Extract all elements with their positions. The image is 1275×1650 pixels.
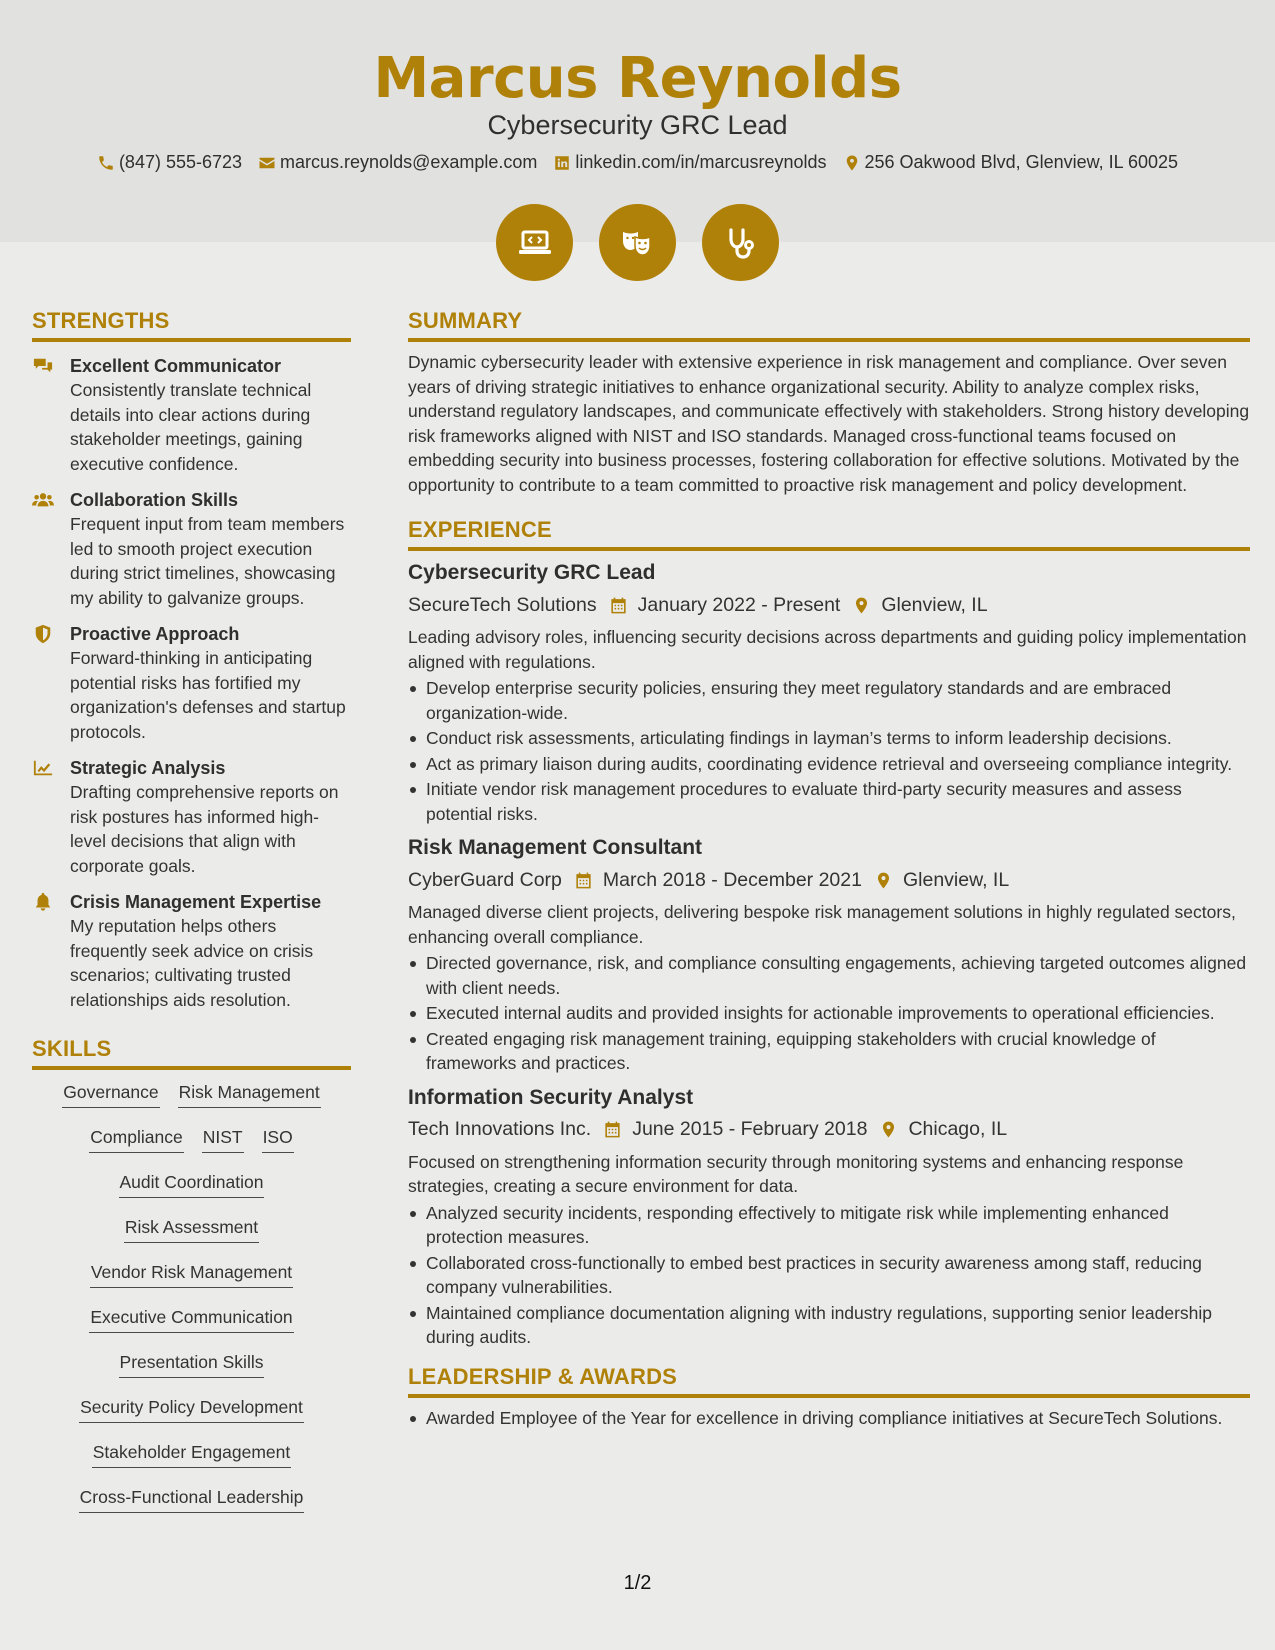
resume-header	[0, 0, 1275, 242]
job-company: SecureTech Solutions	[408, 593, 597, 616]
strength-title: Proactive Approach	[70, 624, 240, 644]
strength-item	[32, 890, 351, 1012]
skill-tag: Vendor Risk Management	[90, 1262, 293, 1288]
calendar-icon	[603, 1120, 622, 1139]
job-company: CyberGuard Corp	[408, 868, 562, 891]
skill-tag: Security Policy Development	[79, 1397, 304, 1423]
linkedin-icon	[553, 154, 571, 172]
list-item: Initiate vendor risk management procedures to evaluate third-party security measures and assess potential risks.	[408, 777, 1250, 826]
strength-text: Consistently translate technical details into clear actions during stakeholder meetings, gaining executive confidence.	[70, 380, 312, 474]
skill-row	[32, 1127, 351, 1172]
email-text: marcus.reynolds@example.com	[280, 152, 538, 172]
stethoscope-badge	[702, 204, 779, 281]
experience-heading: EXPERIENCE	[408, 517, 1250, 551]
job-description: Managed diverse client projects, delivering bespoke risk management solutions in highly regulated sectors, enhancing overall compliance.	[408, 902, 1236, 947]
list-item: Conduct risk assessments, articulating findings in layman’s terms to inform leadership decisions.	[408, 726, 1250, 751]
job-title: Risk Management Consultant	[408, 836, 703, 859]
strength-title: Crisis Management Expertise	[70, 892, 322, 912]
comments-icon	[32, 356, 54, 376]
laptop-code-badge	[496, 204, 573, 281]
skill-row	[32, 1082, 351, 1127]
job-entry	[408, 559, 1250, 826]
leadership-bullets	[408, 1406, 1250, 1431]
skill-row	[32, 1397, 351, 1442]
theater-masks-icon	[618, 223, 658, 263]
left-column	[32, 308, 351, 1532]
list-item: Directed governance, risk, and compliance consulting engagements, achieving targeted outcomes aligned with client needs.	[408, 951, 1250, 1000]
list-item: Develop enterprise security policies, ensuring they meet regulatory standards and are embraced organization-wide.	[408, 676, 1250, 725]
strength-text: Frequent input from team members led to smooth project execution during strict timelines, showcasing my ability to galvanize groups.	[70, 514, 345, 608]
phone-icon	[97, 154, 115, 172]
calendar-icon	[574, 871, 593, 890]
job-location: Glenview, IL	[881, 593, 988, 616]
job-meta	[408, 866, 1250, 894]
map-marker-icon	[843, 154, 861, 172]
calendar-icon	[609, 596, 628, 615]
interest-badges	[0, 204, 1275, 281]
strengths-heading: STRENGTHS	[32, 308, 351, 342]
contact-email[interactable]	[258, 152, 537, 173]
envelope-icon	[258, 154, 276, 172]
skill-row	[32, 1262, 351, 1307]
list-item: Maintained compliance documentation aligning with industry regulations, supporting senior leadership during audits.	[408, 1301, 1250, 1350]
skill-tag: NIST	[202, 1127, 244, 1153]
skill-row	[32, 1307, 351, 1352]
strength-item	[32, 756, 351, 878]
summary-heading: SUMMARY	[408, 308, 1250, 342]
skill-tag: ISO	[262, 1127, 294, 1153]
skill-row	[32, 1172, 351, 1217]
strength-item	[32, 354, 351, 476]
laptop-code-icon	[515, 223, 555, 263]
skill-row	[32, 1442, 351, 1487]
job-location: Glenview, IL	[902, 868, 1010, 891]
strength-text: My reputation helps others frequently seek advice on crisis scenarios; cultivating trusted relationships aids resolution.	[70, 916, 314, 1010]
skill-tag: Presentation Skills	[119, 1352, 265, 1378]
chart-line-icon	[32, 758, 54, 778]
job-meta	[408, 591, 1250, 619]
job-dates: January 2022 - Present	[637, 593, 841, 616]
strength-title: Excellent Communicator	[70, 356, 282, 376]
address-text: 256 Oakwood Blvd, Glenview, IL 60025	[864, 152, 1179, 172]
job-title: Cybersecurity GRC Lead	[408, 561, 656, 584]
theater-masks-badge	[599, 204, 676, 281]
job-company: Tech Innovations Inc.	[408, 1118, 592, 1140]
skill-row	[32, 1352, 351, 1397]
strength-item	[32, 488, 351, 610]
skill-row	[32, 1487, 351, 1532]
job-meta	[408, 1116, 1250, 1144]
candidate-title: Cybersecurity GRC Lead	[487, 110, 788, 140]
strength-title: Collaboration Skills	[70, 490, 239, 510]
job-dates: June 2015 - February 2018	[632, 1118, 868, 1140]
skill-tag: Executive Communication	[89, 1307, 293, 1333]
map-marker-icon	[874, 871, 893, 890]
summary-text: Dynamic cybersecurity leader with extensive experience in risk management and compliance. Over seven years of driving strategic initiatives to enhance organizational security. Ability to analyze complex risks, understand regulatory landscapes, and communicate effectively with stakeholders. Strong history developing risk frameworks aligned with NIST and ISO standards. Managed cross-functional teams focused on embedding security into business processes, fostering collaboration for effective solutions. Motivated by the opportunity to contribute to a team committed to proactive risk management and policy development.	[408, 352, 1250, 495]
users-icon	[32, 490, 54, 510]
job-location: Chicago, IL	[908, 1118, 1008, 1140]
strength-text: Drafting comprehensive reports on risk postures has informed high-level decisions that align with corporate goals.	[70, 782, 339, 876]
skill-row	[32, 1217, 351, 1262]
right-column	[408, 308, 1250, 1431]
skill-tag: Audit Coordination	[119, 1172, 265, 1198]
job-entry	[408, 1084, 1250, 1350]
stethoscope-icon	[721, 223, 761, 263]
skill-tag: Governance	[62, 1082, 159, 1108]
skill-tag: Cross-Functional Leadership	[79, 1487, 305, 1513]
contact-address	[843, 152, 1179, 173]
skills-heading: SKILLS	[32, 1036, 351, 1070]
map-marker-icon	[852, 596, 871, 615]
strength-item	[32, 622, 351, 744]
list-item: Created engaging risk management training, equipping stakeholders with crucial knowledge of frameworks and practices.	[408, 1027, 1250, 1076]
list-item: Act as primary liaison during audits, coordinating evidence retrieval and overseeing compliance integrity.	[408, 752, 1250, 777]
phone-text: (847) 555-6723	[118, 152, 243, 172]
leadership-heading: LEADERSHIP & AWARDS	[408, 1364, 1250, 1398]
contact-linkedin[interactable]	[553, 152, 826, 173]
list-item: Analyzed security incidents, responding effectively to mitigate risk while implementing enhanced protection measures.	[408, 1201, 1250, 1250]
contact-phone[interactable]	[97, 152, 242, 173]
skill-tag: Risk Management	[178, 1082, 321, 1108]
skill-tag: Risk Assessment	[124, 1217, 259, 1243]
bell-icon	[32, 892, 54, 912]
list-item: Executed internal audits and provided insights for actionable improvements to operational efficiencies.	[408, 1001, 1250, 1026]
list-item: Awarded Employee of the Year for excellence in driving compliance initiatives at SecureTech Solutions.	[408, 1406, 1250, 1431]
skill-tag: Stakeholder Engagement	[92, 1442, 292, 1468]
strength-text: Forward-thinking in anticipating potential risks has fortified my organization's defenses and startup protocols.	[70, 648, 346, 742]
job-title: Information Security Analyst	[408, 1085, 694, 1109]
shield-icon	[32, 624, 54, 644]
candidate-name: Marcus Reynolds	[373, 46, 902, 111]
contact-bar	[0, 152, 1275, 173]
job-bullets	[408, 676, 1250, 826]
map-marker-icon	[879, 1120, 898, 1139]
job-entry	[408, 834, 1250, 1076]
job-description: Leading advisory roles, influencing security decisions across departments and guiding policy implementation aligned with regulations.	[408, 627, 1247, 672]
strength-title: Strategic Analysis	[70, 758, 226, 778]
job-bullets	[408, 1201, 1250, 1350]
skill-tag: Compliance	[89, 1127, 183, 1153]
list-item: Collaborated cross-functionally to embed best practices in security awareness among staff, reducing company vulnerabilities.	[408, 1251, 1250, 1300]
page-number: 1/2	[623, 1572, 652, 1594]
linkedin-text: linkedin.com/in/marcusreynolds	[575, 152, 827, 172]
skills-list	[32, 1082, 351, 1532]
job-dates: March 2018 - December 2021	[602, 868, 862, 891]
job-bullets	[408, 951, 1250, 1076]
job-description: Focused on strengthening information security through monitoring systems and enhancing response strategies, creating a secure environment for data.	[408, 1151, 1184, 1196]
